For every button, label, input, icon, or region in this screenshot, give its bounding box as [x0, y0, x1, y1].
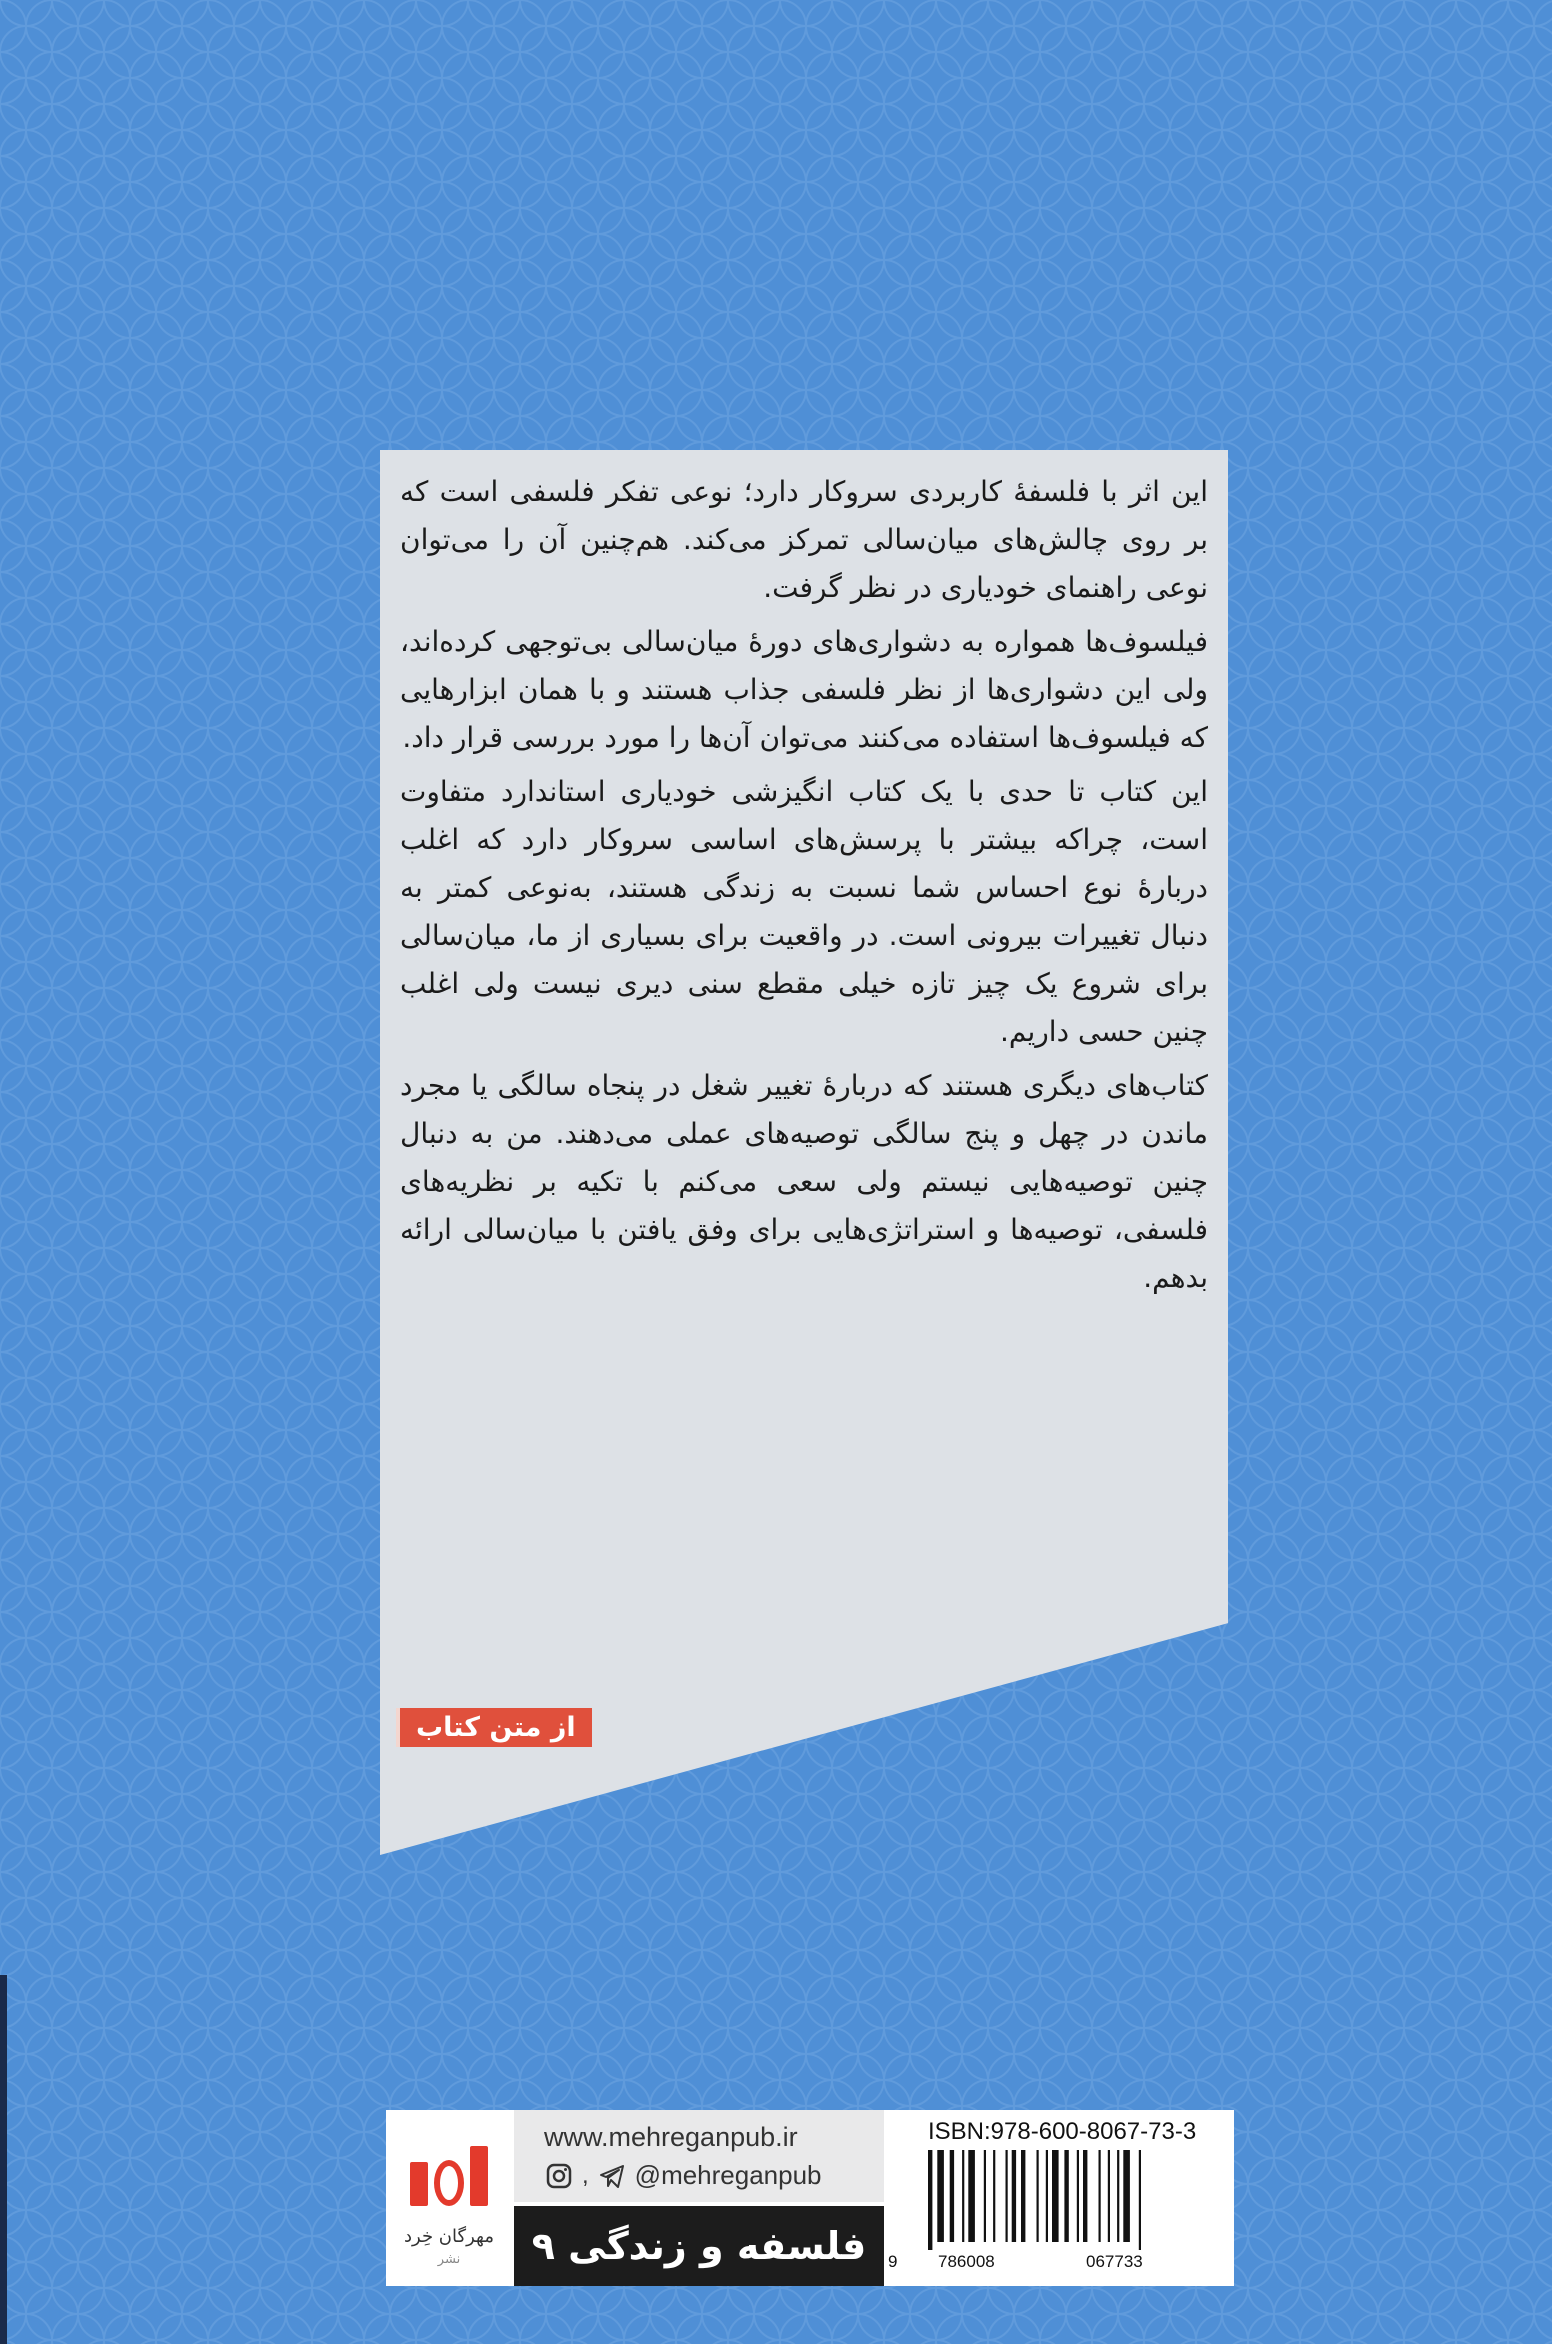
telegram-icon[interactable] [597, 2161, 627, 2191]
social-row: , @mehreganpub [544, 2160, 822, 2191]
barcode-bar [937, 2150, 944, 2242]
blurb-paragraph-3: این کتاب تا حدی با یک کتاب انگیزشی خودیاری استاندارد متفاوت است، چراکه بیشتر با پرسش‌های اساسی سروکار دارد که اغلب دربارهٔ نوع احساس شما نسبت به زندگی هستند، به‌نوعی کمتر به دنبال تغییرات بیرونی است. در واقعیت برای بسیاری از ما، میان‌سالی برای شروع یک چیز تازه خیلی مقطع سنی دیری نیست ولی اغلب چنین حسی داریم. [400, 775, 1208, 1048]
barcode-bar [962, 2150, 964, 2242]
publisher-logo [386, 2110, 512, 2286]
instagram-icon[interactable] [544, 2161, 574, 2191]
barcode-bar [1006, 2150, 1008, 2242]
source-tag: از متن کتاب [400, 1708, 592, 1747]
spine-edge [0, 1975, 7, 2344]
contact-area [514, 2110, 884, 2202]
barcode-bar [950, 2150, 954, 2242]
series-title: فلسفه و زندگی ۹ [514, 2206, 884, 2286]
barcode-bar [1021, 2150, 1025, 2242]
barcode-bar [1077, 2150, 1079, 2242]
publisher-sub: نشر [437, 2252, 461, 2267]
barcode [904, 2150, 1216, 2250]
barcode-bar [1083, 2150, 1087, 2242]
barcode-bar [1052, 2150, 1059, 2242]
social-handle[interactable]: @mehreganpub [634, 2160, 822, 2190]
blurb-paragraph-4: کتاب‌های دیگری هستند که دربارهٔ تغییر شغل در پنجاه سالگی یا مجرد ماندن در چهل و پنج سالگی توصیه‌های عملی می‌دهند. من به دنبال چنین توصیه‌هایی نیستم ولی سعی می‌کنم با تکیه بر نظریه‌های فلسفی، توصیه‌ها و استراتژی‌هایی برای وفق یافتن با میان‌سالی ارائه بدهم. [400, 1069, 1208, 1294]
publisher-name: مهرگان خِرد [404, 2226, 494, 2247]
barcode-bar [993, 2150, 995, 2242]
blurb-paragraph-2: فیلسوف‌ها همواره به دشواری‌های دورهٔ میان‌سالی بی‌توجهی کرده‌اند، ولی این دشواری‌ها از نظر فلسفی جذاب هستند و با همان ابزارهایی که فیلسوف‌ها استفاده می‌کنند می‌توان آن‌ها را مورد بررسی قرار داد. [400, 625, 1208, 754]
blurb-paragraph-1: این اثر با فلسفهٔ کاربردی سروکار دارد؛ نوعی تفکر فلسفی است که بر روی چالش‌های میان‌سالی تمرکز می‌کند. هم‌چنین آن را می‌توان نوعی راهنمای خودیاری در نظر گرفت. [400, 475, 1208, 604]
barcode-bar [1012, 2150, 1016, 2242]
isbn-text: ISBN:978-600-8067-73-3 [928, 2118, 1197, 2145]
barcode-bar [1108, 2150, 1110, 2242]
barcode-bar [984, 2150, 986, 2242]
blurb-text [400, 468, 1208, 1308]
website-link[interactable]: www.mehreganpub.ir [544, 2122, 798, 2152]
barcode-bar [1099, 2150, 1101, 2242]
barcode-bar [1064, 2150, 1068, 2242]
footer-box [386, 2110, 1234, 2286]
barcode-digit-prefix: 9 [888, 2252, 898, 2271]
barcode-bar [928, 2150, 932, 2250]
barcode-digits-right: 067733 [1086, 2252, 1143, 2271]
barcode-bar [968, 2150, 975, 2242]
barcode-bar [1123, 2150, 1130, 2242]
barcode-digits-left: 786008 [938, 2252, 995, 2271]
barcode-bar [1139, 2150, 1141, 2250]
barcode-area [886, 2110, 1234, 2286]
publisher-logo-icon [406, 2136, 492, 2206]
barcode-bar [1117, 2150, 1119, 2242]
barcode-bar [1037, 2150, 1039, 2242]
barcode-bar [1046, 2150, 1048, 2242]
